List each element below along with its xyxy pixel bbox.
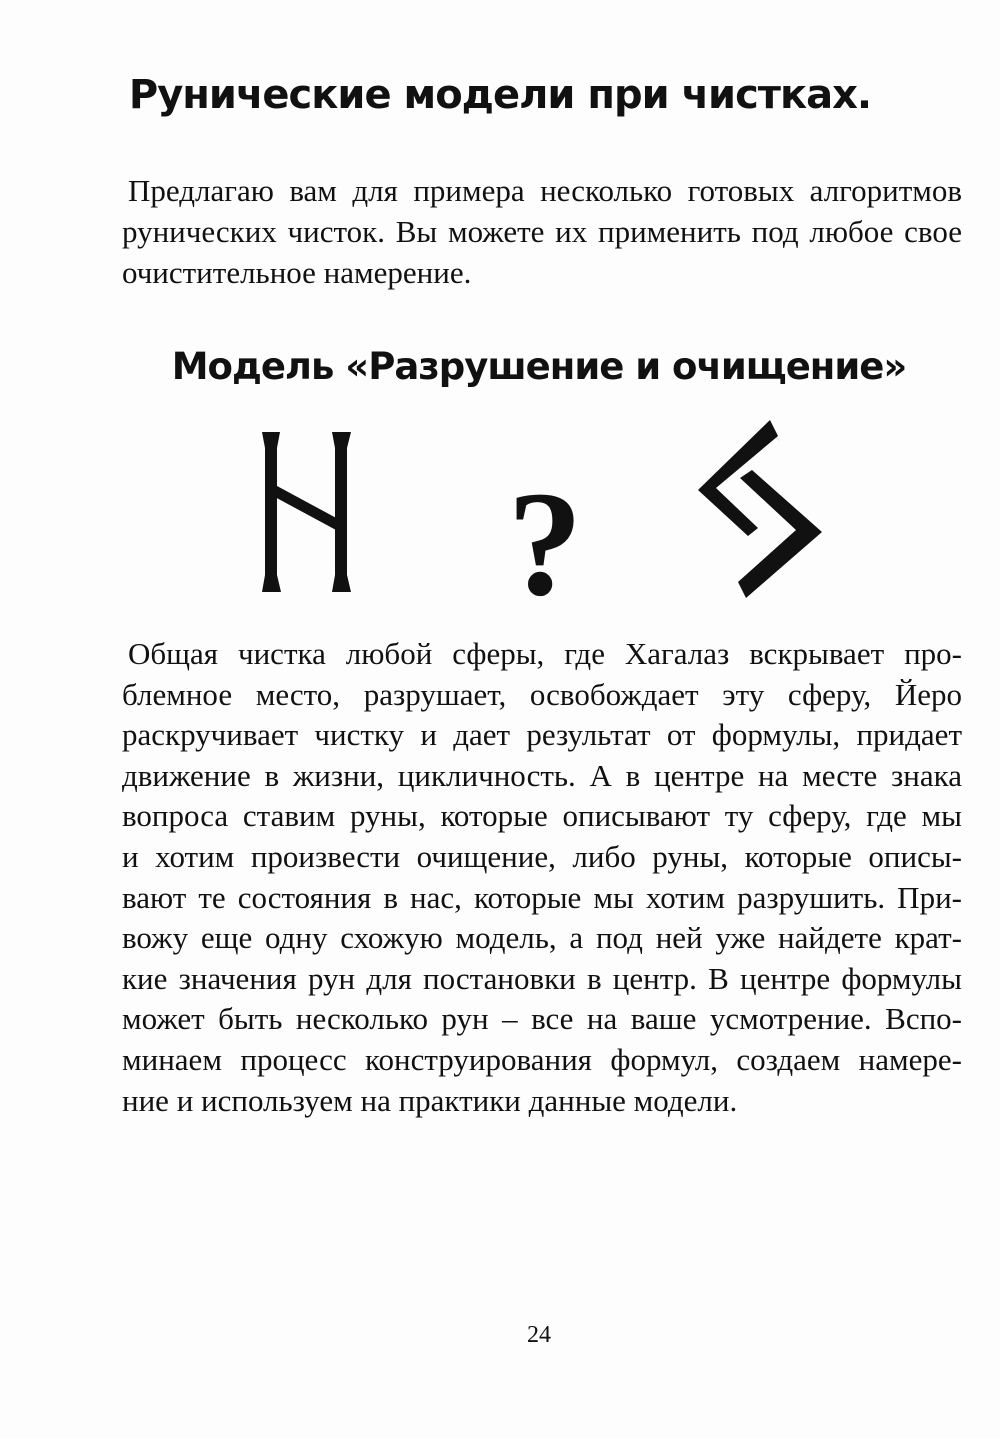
rune-formula	[240, 420, 840, 610]
hagalaz-rune-icon	[262, 432, 351, 592]
intro-paragraph: Предлагаю вам для примера несколько готовых алгоритмов рунических чисток. Вы можете их применить под любое свое очистительное намерение.	[122, 173, 962, 290]
text-line: и хотим произвести очищение, либо руны, которые описы-	[122, 838, 962, 874]
text-line: кие значения рун для постановки в центр. В центре формулы	[122, 960, 962, 996]
model-heading: Модель «Разрушение и очищение»	[171, 345, 907, 388]
page-title: Рунические модели при чистках.	[128, 72, 872, 118]
text-line: вопроса ставим руны, которые описывают ту сферу, где мы	[122, 798, 962, 834]
text-line: раскручивает чистку и дает результат от формулы, придает	[122, 717, 962, 753]
text-line: Общая чистка любой сферы, где Хагалаз вскрывает про-	[128, 636, 962, 671]
model-description	[122, 634, 962, 1121]
text-line: ние и используем на практики данные модели.	[122, 1082, 738, 1118]
text-line: минаем процесс конструирования формул, создаем намере-	[122, 1041, 962, 1077]
jera-rune-icon	[698, 420, 822, 598]
text-line: вают те состояния в нас, которые мы хотим разрушить. При-	[122, 879, 962, 915]
page-number: 24	[527, 1322, 551, 1348]
question-mark-symbol: ?	[507, 461, 583, 610]
rune-formula-graphic	[240, 420, 840, 610]
text-line: вожу еще одну схожую модель, а под ней уже найдете крат-	[122, 920, 962, 956]
text-line: может быть несколько рун – все на ваше усмотрение. Вспо-	[122, 1001, 962, 1037]
text-line: блемное место, разрушает, освобождает эту сферу, Йеро	[122, 676, 962, 712]
text-line: движение в жизни, цикличность. А в центре на месте знака	[122, 757, 962, 793]
